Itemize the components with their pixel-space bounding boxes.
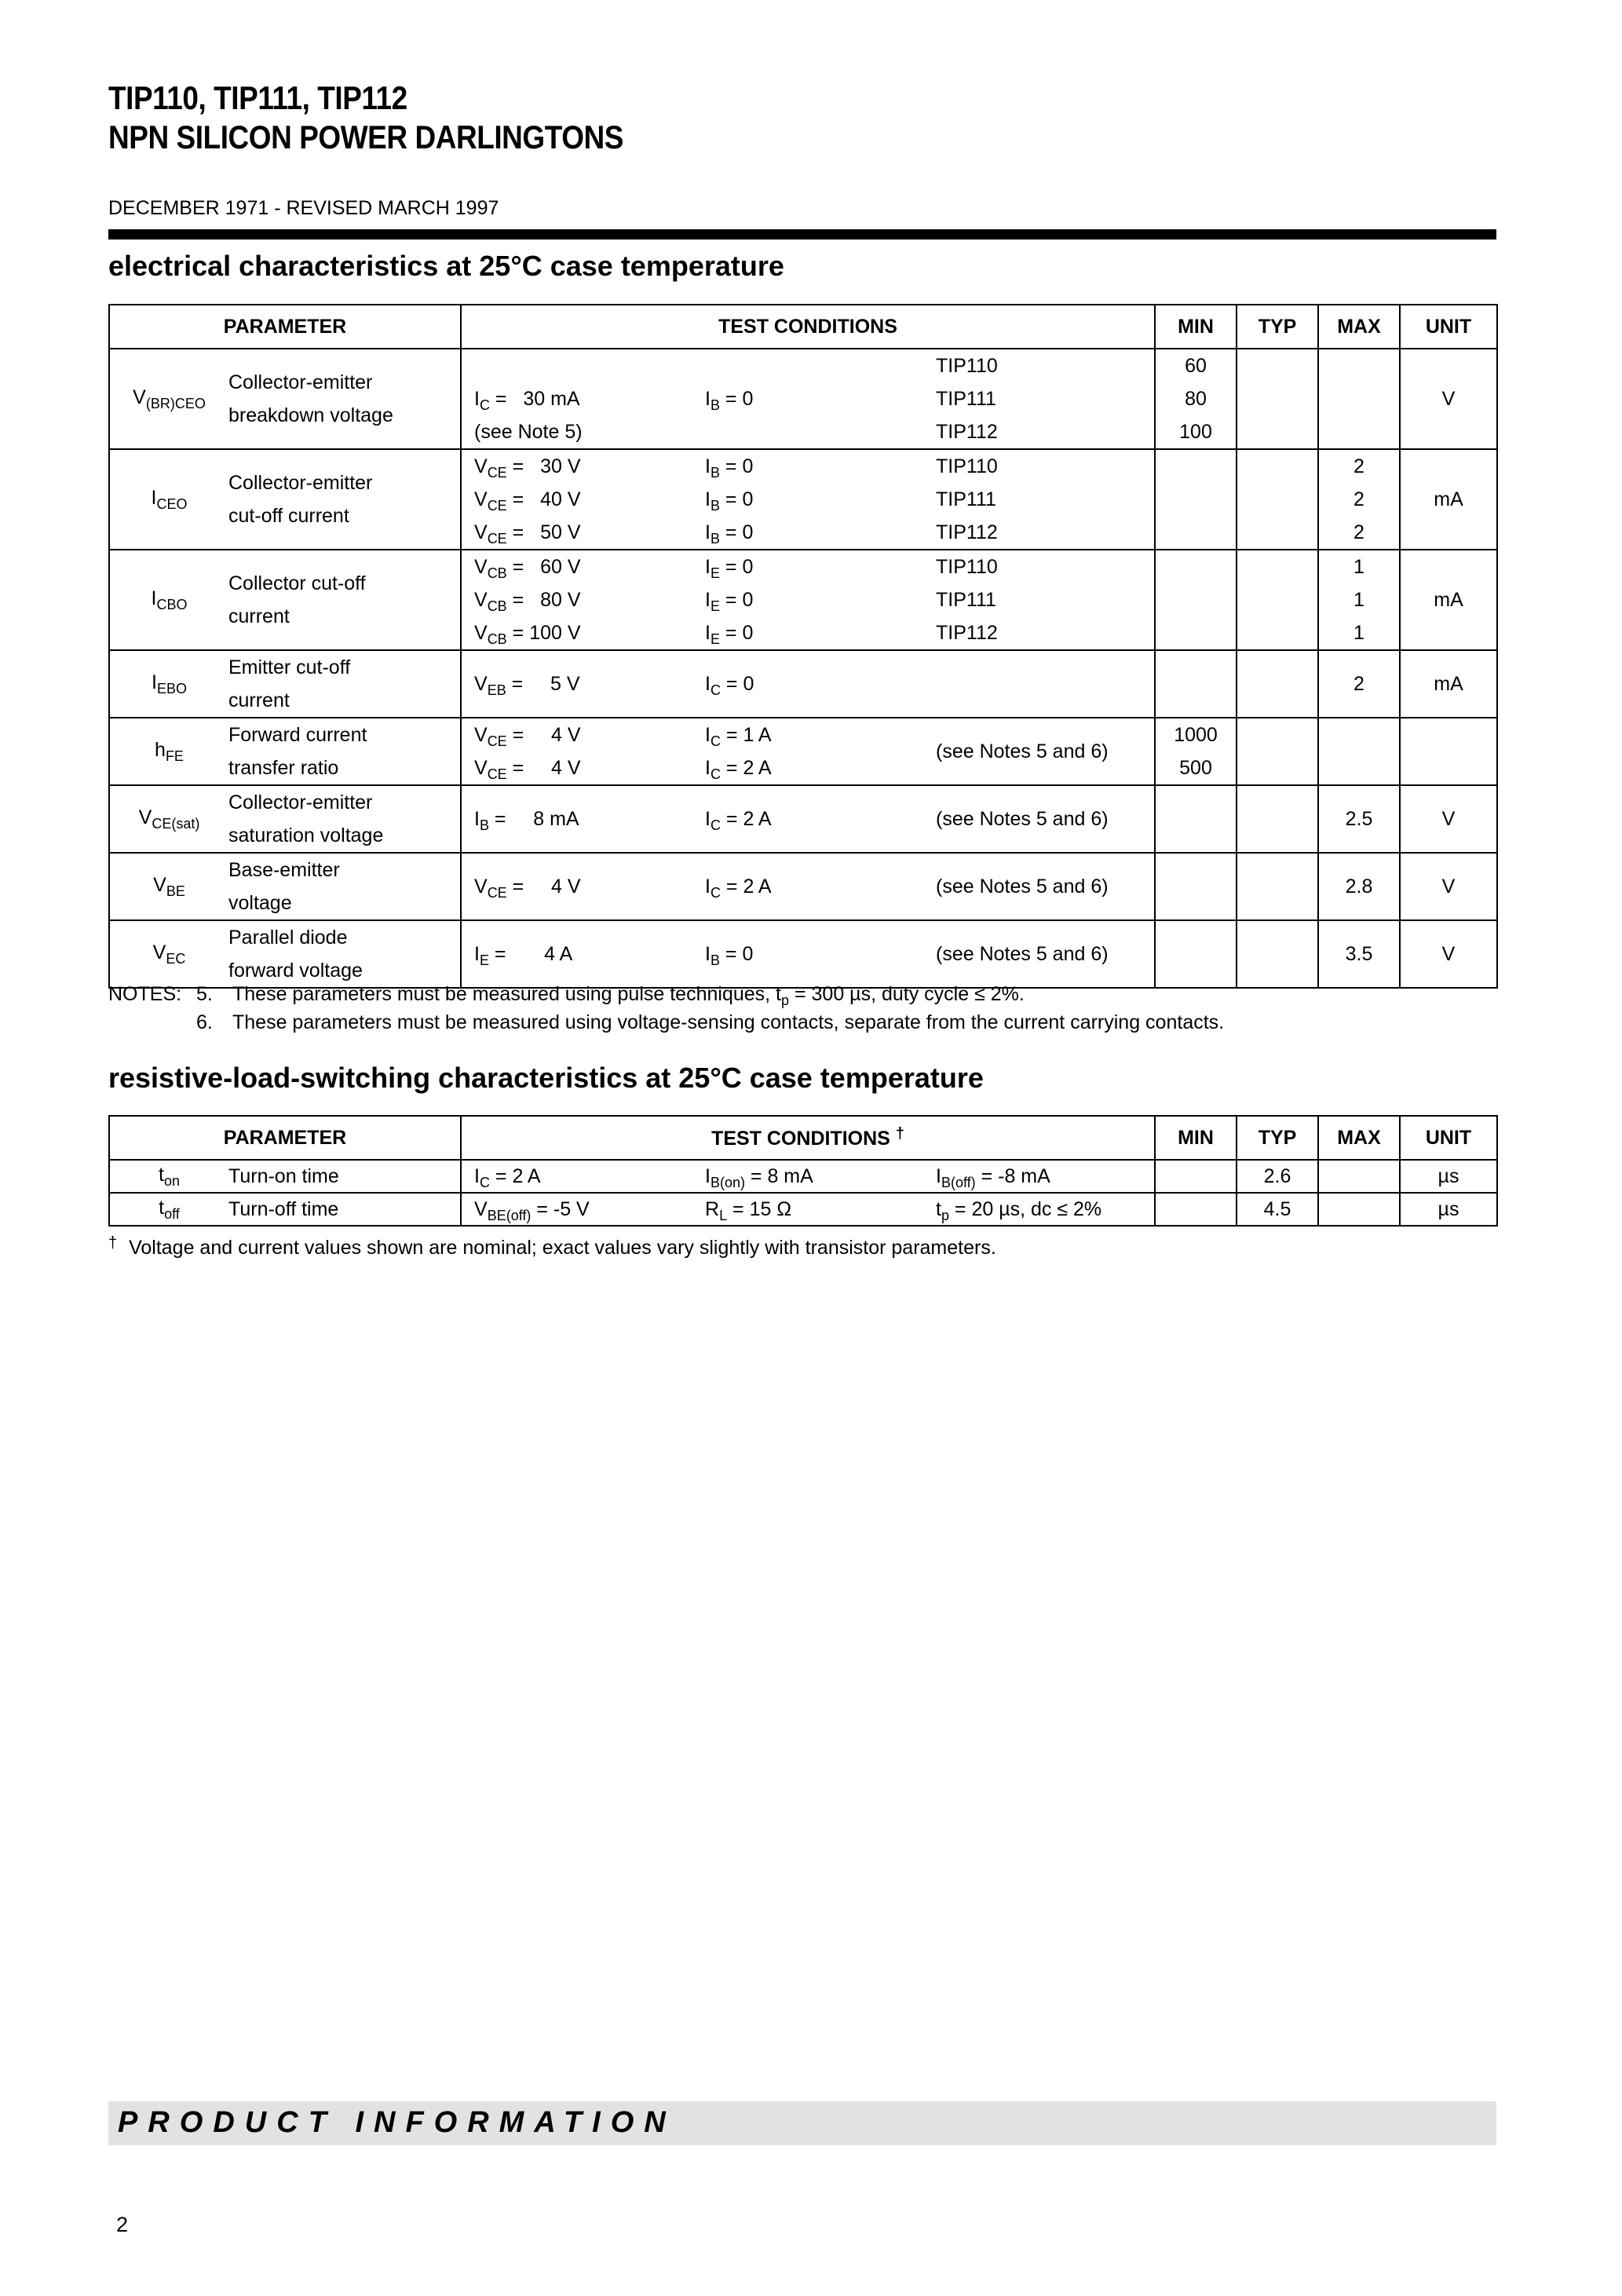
table-header-row <box>109 305 1497 349</box>
table-row <box>109 349 1497 449</box>
description: Collector-emitter breakdown voltage <box>228 349 461 449</box>
symbol: $V_{(BR)CEO}$ <box>109 349 228 449</box>
col-max: MAX <box>1318 305 1400 349</box>
table-row <box>109 1160 1497 1193</box>
note-5-text: These parameters must be measured using pulse techniques, $t_p = 300$ µs, duty cycle ≤ 2%. <box>232 983 1025 1008</box>
electrical-table <box>108 304 1498 989</box>
max-values: 2.8 <box>1318 853 1400 920</box>
unit: V <box>1400 920 1497 988</box>
table-row <box>109 449 1497 550</box>
revision-dates: DECEMBER 1971 - REVISED MARCH 1997 <box>108 197 499 219</box>
test-conditions: $V_{CE}$ = 4 V $I_C = 1$ A $V_{CE}$ = 4 V $I_C = 2$ A (see Notes 5 and 6) <box>461 718 1155 785</box>
max-value <box>1318 1160 1400 1193</box>
table-row <box>109 550 1497 650</box>
table-row <box>109 785 1497 853</box>
unit: V <box>1400 785 1497 853</box>
banner-text: PRODUCT INFORMATION <box>118 2106 676 2139</box>
max-values: 2 <box>1318 650 1400 718</box>
table-row <box>109 853 1497 920</box>
unit: V <box>1400 349 1497 449</box>
description: Parallel diode forward voltage <box>228 920 461 988</box>
min-values <box>1155 785 1237 853</box>
switching-footnote <box>108 1234 996 1260</box>
max-values: 2.5 <box>1318 785 1400 853</box>
document-title <box>108 79 623 157</box>
test-conditions: $V_{EB}$ = 5 V $I_C = 0$ <box>461 650 1155 718</box>
title-line-2: NPN SILICON POWER DARLINGTONS <box>108 119 623 155</box>
col-min: MIN <box>1155 305 1237 349</box>
min-values: 60 80 100 <box>1155 349 1237 449</box>
description: Turn-on time <box>228 1160 461 1193</box>
electrical-heading: electrical characteristics at 25°C case temperature <box>108 250 784 282</box>
notes <box>108 980 1225 1036</box>
unit: mA <box>1400 650 1497 718</box>
note-6-number: 6. <box>196 1011 213 1033</box>
switching-table <box>108 1115 1498 1227</box>
typ-values <box>1237 349 1318 449</box>
unit: V <box>1400 853 1497 920</box>
table-row <box>109 1193 1497 1226</box>
note-5-number: 5. <box>196 983 213 1005</box>
col-max: MAX <box>1318 1116 1400 1160</box>
table-row <box>109 650 1497 718</box>
symbol: $t_{off}$ <box>109 1193 228 1226</box>
title-line-1: TIP110, TIP111, TIP112 <box>108 79 407 116</box>
test-conditions: $V_{CE} = 30$ V $I_B = 0$ TIP110 $V_{CE} = 40$ V $I_B = 0$ TIP111 $V_{CE} = 50$ V $I_B = 0$ TIP112 <box>461 449 1155 550</box>
col-parameter: PARAMETER <box>109 305 461 349</box>
max-values: 3.5 <box>1318 920 1400 988</box>
unit: µs <box>1400 1193 1497 1226</box>
table-row <box>109 920 1497 988</box>
min-values <box>1155 920 1237 988</box>
unit: mA <box>1400 550 1497 650</box>
description: Collector-emitter cut-off current <box>228 449 461 550</box>
test-conditions: $V_{BE(off)} = -5$ V $R_L = 15$ Ω $t_p = 20$ µs, dc ≤ 2% <box>461 1193 1155 1226</box>
symbol: $V_{BE}$ <box>109 853 228 920</box>
typ-values <box>1237 853 1318 920</box>
col-test-conditions: TEST CONDITIONS † <box>461 1116 1155 1160</box>
max-values: 2 2 2 <box>1318 449 1400 550</box>
typ-values <box>1237 920 1318 988</box>
max-values: 1 1 1 <box>1318 550 1400 650</box>
description: Emitter cut-off current <box>228 650 461 718</box>
unit: µs <box>1400 1160 1497 1193</box>
page-number: 2 <box>116 2213 129 2236</box>
footnote-text: Voltage and current values shown are nominal; exact values vary slightly with transistor parameters. <box>129 1237 996 1259</box>
col-test-conditions: TEST CONDITIONS <box>461 305 1155 349</box>
unit <box>1400 718 1497 785</box>
description: Turn-off time <box>228 1193 461 1226</box>
table-header-row <box>109 1116 1497 1160</box>
col-unit: UNIT <box>1400 305 1497 349</box>
header-rule <box>108 229 1496 239</box>
typ-values <box>1237 550 1318 650</box>
description: Collector cut-off current <box>228 550 461 650</box>
col-parameter: PARAMETER <box>109 1116 461 1160</box>
symbol: $V_{EC}$ <box>109 920 228 988</box>
typ-values <box>1237 718 1318 785</box>
product-information-banner <box>108 2101 1496 2145</box>
table-row <box>109 718 1497 785</box>
switching-heading: resistive-load-switching characteristics at 25°C case temperature <box>108 1062 984 1094</box>
typ-values <box>1237 449 1318 550</box>
max-values <box>1318 718 1400 785</box>
test-conditions: $V_{CB} = 60$ V $I_E = 0$ TIP110 $V_{CB} = 80$ V $I_E = 0$ TIP111 $V_{CB} = 100$ V $I_E = 0$ TIP112 <box>461 550 1155 650</box>
symbol: $t_{on}$ <box>109 1160 228 1193</box>
description: Forward current transfer ratio <box>228 718 461 785</box>
symbol: $h_{FE}$ <box>109 718 228 785</box>
symbol: $I_{EBO}$ <box>109 650 228 718</box>
notes-label: NOTES: <box>108 983 182 1005</box>
min-values <box>1155 550 1237 650</box>
min-value <box>1155 1193 1237 1226</box>
test-conditions: $I_B$ = 8 mA $I_C = 2$ A (see Notes 5 and 6) <box>461 785 1155 853</box>
max-value <box>1318 1193 1400 1226</box>
description: Collector-emitter saturation voltage <box>228 785 461 853</box>
typ-values <box>1237 785 1318 853</box>
unit: mA <box>1400 449 1497 550</box>
dagger-mark: † <box>108 1234 118 1252</box>
test-conditions: $I_C = 2$ A $I_{B(on)} = 8$ mA $I_{B(off)} = -8$ mA <box>461 1160 1155 1193</box>
min-values <box>1155 449 1237 550</box>
max-values <box>1318 349 1400 449</box>
typ-value: 4.5 <box>1237 1193 1318 1226</box>
test-conditions: $V_{CE}$ = 4 V $I_C = 2$ A (see Notes 5 and 6) <box>461 853 1155 920</box>
symbol: $V_{CE(sat)}$ <box>109 785 228 853</box>
min-values: 1000 500 <box>1155 718 1237 785</box>
col-unit: UNIT <box>1400 1116 1497 1160</box>
symbol: $I_{CEO}$ <box>109 449 228 550</box>
min-values <box>1155 650 1237 718</box>
col-typ: TYP <box>1237 1116 1318 1160</box>
min-value <box>1155 1160 1237 1193</box>
col-min: MIN <box>1155 1116 1237 1160</box>
typ-value: 2.6 <box>1237 1160 1318 1193</box>
note-6-text: These parameters must be measured using voltage-sensing contacts, separate from the current carrying contacts. <box>232 1011 1225 1033</box>
test-conditions: TIP110 $I_C = 30$ mA $I_B = 0$ TIP111 (see Note 5) TIP112 <box>461 349 1155 449</box>
symbol: $I_{CBO}$ <box>109 550 228 650</box>
description: Base-emitter voltage <box>228 853 461 920</box>
typ-values <box>1237 650 1318 718</box>
test-conditions: $I_E$ = 4 A $I_B = 0$ (see Notes 5 and 6) <box>461 920 1155 988</box>
min-values <box>1155 853 1237 920</box>
col-typ: TYP <box>1237 305 1318 349</box>
